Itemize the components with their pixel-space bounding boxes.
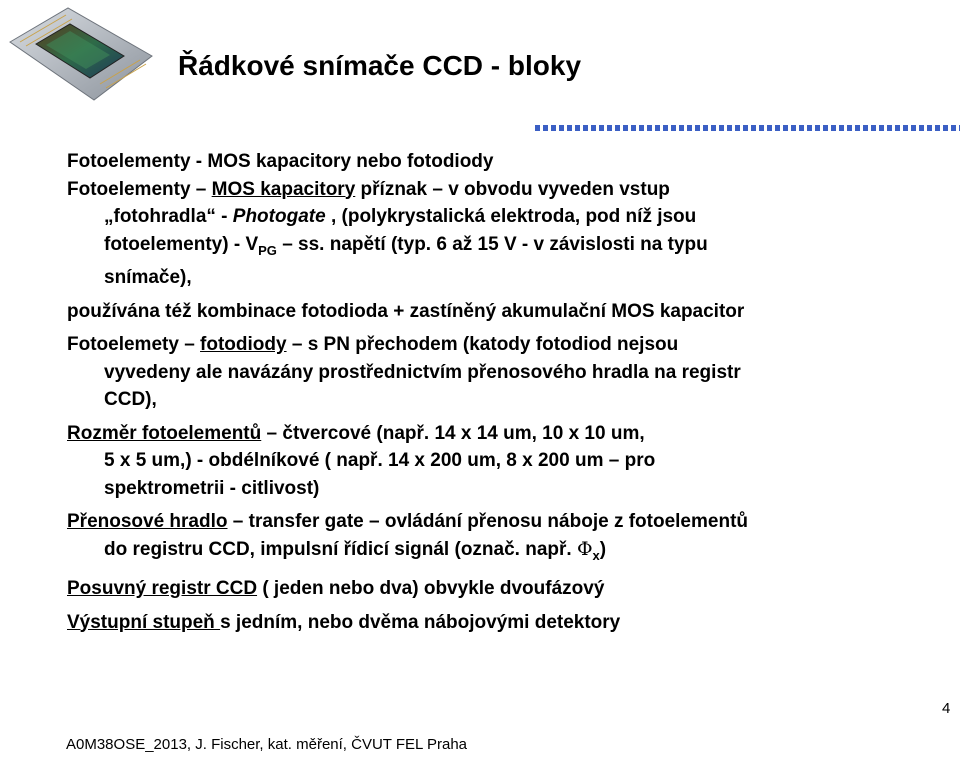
bullet-text: snímače), <box>104 267 192 288</box>
bullet-lead: Fotoelementy – <box>67 178 212 200</box>
bullet-text: spektrometrii - citlivost) <box>104 477 320 499</box>
slide-body <box>67 148 947 636</box>
bullet-text: ( jeden nebo dva) obvykle dvoufázový <box>257 578 605 599</box>
subscript-x: x <box>592 547 600 563</box>
bullet-text: ) <box>599 538 607 560</box>
bullet-rozmer <box>67 420 947 503</box>
bullet-text: příznak – v obvodu vyveden vstup <box>355 178 670 200</box>
bullet-vystupni-stupen <box>67 609 947 637</box>
bullet-text: Fotoelementy - MOS kapacitory nebo fotodiody <box>67 151 494 172</box>
ccd-chip-image <box>6 4 156 104</box>
footer-credits: A0M38OSE_2013, J. Fischer, kat. měření, ČVUT FEL Praha <box>66 736 468 753</box>
bullet-text: fotoelementy) - V <box>104 233 259 255</box>
bullet-text: CCD), <box>104 389 157 410</box>
subscript-pg: PG <box>258 242 277 258</box>
bullet-mos-kapacitory <box>67 176 947 292</box>
bullet-fotodiody <box>67 331 947 414</box>
page-number: 4 <box>942 700 951 717</box>
bullet-text: – čtvercové (např. 14 x 14 um, 10 x 10 um, <box>261 422 645 444</box>
bullet-text: vyvedeny ale navázány prostřednictvím přenosového hradla na registr <box>104 361 741 383</box>
phi-symbol: Φ <box>576 537 593 560</box>
term-vystupni-stupen: Výstupní stupeň <box>67 611 221 633</box>
bullet-text: , (polykrystalická elektroda, pod níž jsou <box>325 206 697 227</box>
term-mos-kapacitory: MOS kapacitory <box>211 178 356 200</box>
bullet-text: používána též kombinace fotodioda + zastíněný akumulační MOS kapacitor <box>67 300 745 322</box>
term-posuvny-registr: Posuvný registr CCD <box>67 578 258 599</box>
bullet-prenosove-hradlo <box>67 508 947 569</box>
bullet-lead: Fotoelemety – <box>67 334 201 355</box>
bullet-kombinace <box>67 298 947 326</box>
page-title: Řádkové snímače CCD - bloky <box>178 50 582 81</box>
bullet-fotoelementy <box>67 148 947 176</box>
term-photogate: Photogate <box>232 206 326 227</box>
bullet-text: 5 x 5 um,) - obdélníkové ( např. 14 x 200 um, 8 x 200 um – pro <box>104 450 656 471</box>
term-prenosove-hradlo: Přenosové hradlo <box>67 511 228 532</box>
bullet-text: – s PN přechodem (katody fotodiod nejsou <box>286 334 679 355</box>
term-fotodiody: fotodiody <box>200 334 287 355</box>
term-rozmer-fotoelementu: Rozměr fotoelementů <box>67 422 262 444</box>
bullet-text: – transfer gate – ovládání přenosu náboje z fotoelementů <box>227 511 748 532</box>
bullet-text: „fotohradla“ - <box>104 206 233 227</box>
bullet-text: do registru CCD, impulsní řídicí signál (označ. např. <box>104 538 577 560</box>
bullet-text: s jedním, nebo dvěma nábojovými detektory <box>220 611 621 633</box>
bullet-posuvny-registr <box>67 575 947 603</box>
bullet-text: – ss. napětí (typ. 6 až 15 V - v závislosti na typu <box>276 233 708 255</box>
title-divider <box>535 125 960 131</box>
